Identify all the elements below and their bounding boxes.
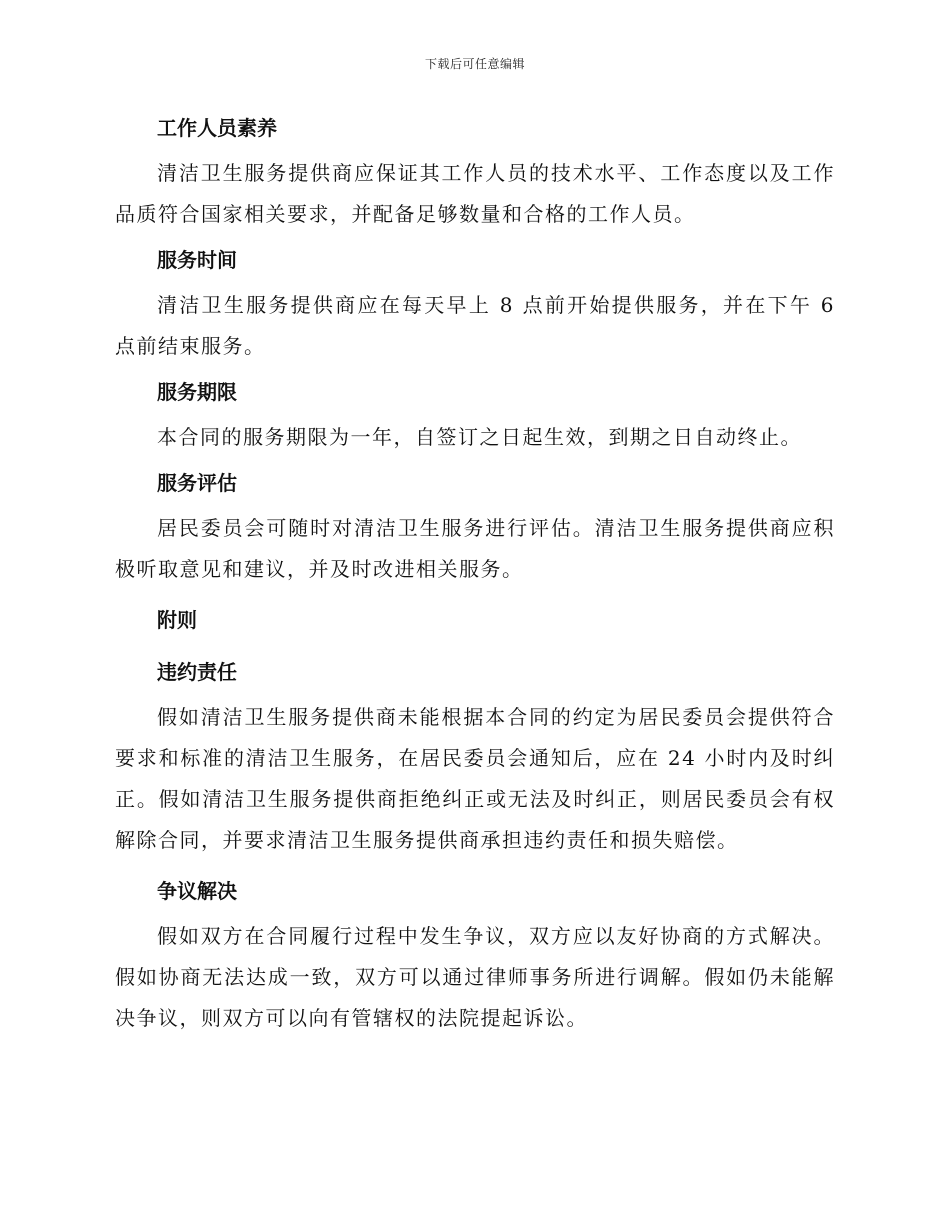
section-heading-service-evaluation: 服务评估 [157,471,237,495]
section-paragraph-breach-liability: 假如清洁卫生服务提供商未能根据本合同的约定为居民委员会提供符合要求和标准的清洁卫生服务，在居民委员会通知后，应在 24 小时内及时纠正。假如清洁卫生服务提供商拒绝纠正或无法及时纠正，则居民委员会有权解除合同，并要求清洁卫生服务提供商承担违约责任和损失赔偿。 [115,705,835,852]
section-paragraph-service-time: 清洁卫生服务提供商应在每天早上 8 点前开始提供服务，并在下午 6 点前结束服务。 [115,293,835,358]
section-heading-service-term: 服务期限 [157,380,237,404]
section-heading-service-time: 服务时间 [157,248,237,272]
page-header: 下载后可任意编辑 [424,57,525,71]
document-body [115,108,835,1044]
section-paragraph-dispute-resolution: 假如双方在合同履行过程中发生争议，双方应以友好协商的方式解决。假如协商无法达成一致，双方可以通过律师事务所进行调解。假如仍未能解决争议，则双方可以向有管辖权的法院提起诉讼。 [115,924,835,1030]
section-heading-breach-liability: 违约责任 [157,660,237,684]
section-paragraph-service-term: 本合同的服务期限为一年，自签订之日起生效，到期之日自动终止。 [157,425,802,449]
section-heading-staff-quality: 工作人员素养 [157,116,277,140]
section-paragraph-staff-quality: 清洁卫生服务提供商应保证其工作人员的技术水平、工作态度以及工作品质符合国家相关要求，并配备足够数量和合格的工作人员。 [115,161,835,226]
section-heading-dispute-resolution: 争议解决 [157,879,237,903]
section-paragraph-service-evaluation: 居民委员会可随时对清洁卫生服务进行评估。清洁卫生服务提供商应积极听取意见和建议，并及时改进相关服务。 [115,516,835,581]
section-heading-appendix: 附则 [157,608,197,632]
